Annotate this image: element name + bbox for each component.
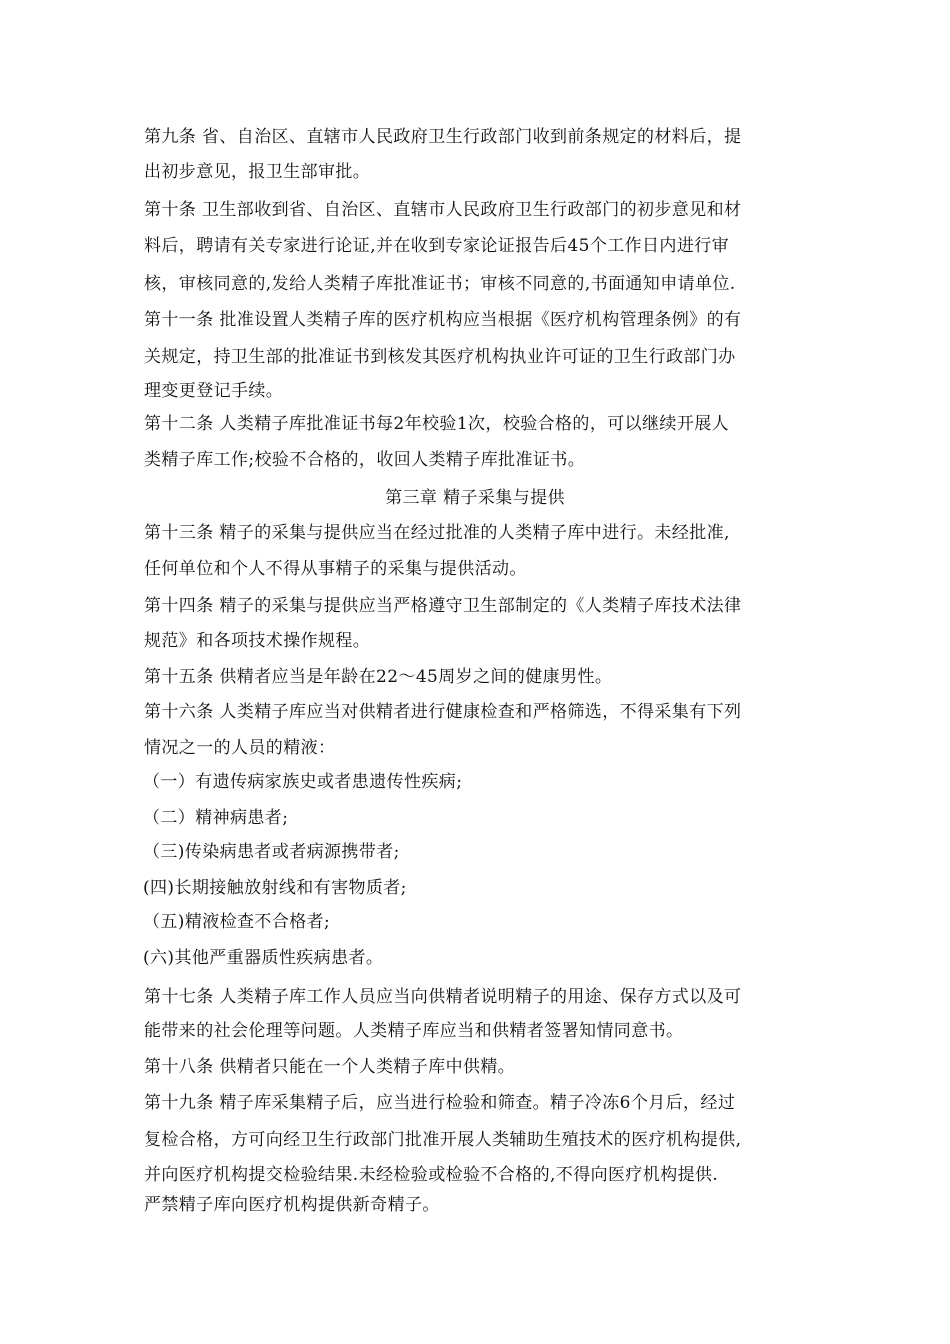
list-item-2: （二）精神病患者;: [143, 808, 289, 828]
article-12-line-1: 第十二条 人类精子库批准证书每2年校验1次，校验合格的，可以继续开展人: [144, 414, 730, 434]
article-10-line-3: 核，审核同意的,发给人类精子库批准证书；审核不同意的,书面通知申请单位.: [144, 274, 736, 294]
article-19-line-2: 复检合格，方可向经卫生行政部门批准开展人类辅助生殖技术的医疗机构提供,: [144, 1130, 742, 1150]
article-18-line-1: 第十八条 供精者只能在一个人类精子库中供精。: [144, 1057, 516, 1077]
article-17-line-2: 能带来的社会伦理等问题。人类精子库应当和供精者签署知情同意书。: [144, 1021, 684, 1041]
article-9-line-2: 出初步意见，报卫生部审批。: [144, 162, 371, 182]
article-19-line-3: 并向医疗机构提交检验结果.未经检验或检验不合格的,不得向医疗机构提供.: [144, 1165, 719, 1185]
article-11-line-2: 关规定，持卫生部的批准证书到核发其医疗机构执业许可证的卫生行政部门办: [144, 347, 736, 367]
article-17-line-1: 第十七条 人类精子库工作人员应当向供精者说明精子的用途、保存方式以及可: [144, 987, 742, 1007]
article-11-line-3: 理变更登记手续。: [144, 381, 284, 401]
article-16-line-1: 第十六条 人类精子库应当对供精者进行健康检查和严格筛选，不得采集有下列: [144, 702, 742, 722]
chapter-heading: 第三章 精子采集与提供: [385, 488, 565, 508]
article-19-line-4: 严禁精子库向医疗机构提供新奇精子。: [144, 1195, 440, 1215]
article-16-line-2: 情况之一的人员的精液：: [144, 738, 336, 758]
list-item-6: (六)其他严重器质性疾病患者。: [143, 948, 384, 968]
article-13-line-1: 第十三条 精子的采集与提供应当在经过批准的人类精子库中进行。未经批准,: [144, 523, 730, 543]
article-13-line-2: 任何单位和个人不得从事精子的采集与提供活动。: [144, 559, 527, 579]
list-item-5: （五)精液检查不合格者;: [143, 912, 331, 932]
article-15-line-1: 第十五条 供精者应当是年龄在22～45周岁之间的健康男性。: [144, 667, 613, 687]
article-10-line-1: 第十条 卫生部收到省、自治区、直辖市人民政府卫生行政部门的初步意见和材: [144, 200, 742, 220]
article-9-line-1: 第九条 省、自治区、直辖市人民政府卫生行政部门收到前条规定的材料后，提: [144, 127, 742, 147]
list-item-1: （一）有遗传病家族史或者患遗传性疾病;: [143, 772, 463, 792]
list-item-3: （三)传染病患者或者病源携带者;: [143, 842, 400, 862]
list-item-4: (四)长期接触放射线和有害物质者;: [143, 878, 407, 898]
article-14-line-2: 规范》和各项技术操作规程。: [144, 631, 371, 651]
article-12-line-2: 类精子库工作;校验不合格的，收回人类精子库批准证书。: [144, 450, 586, 470]
article-11-line-1: 第十一条 批准设置人类精子库的医疗机构应当根据《医疗机构管理条例》的有: [144, 310, 742, 330]
article-10-line-2: 料后，聘请有关专家进行论证,并在收到专家论证报告后45个工作日内进行审: [144, 236, 730, 256]
article-19-line-1: 第十九条 精子库采集精子后，应当进行检验和筛查。精子冷冻6个月后，经过: [144, 1093, 736, 1113]
article-14-line-1: 第十四条 精子的采集与提供应当严格遵守卫生部制定的《人类精子库技术法律: [144, 596, 742, 616]
